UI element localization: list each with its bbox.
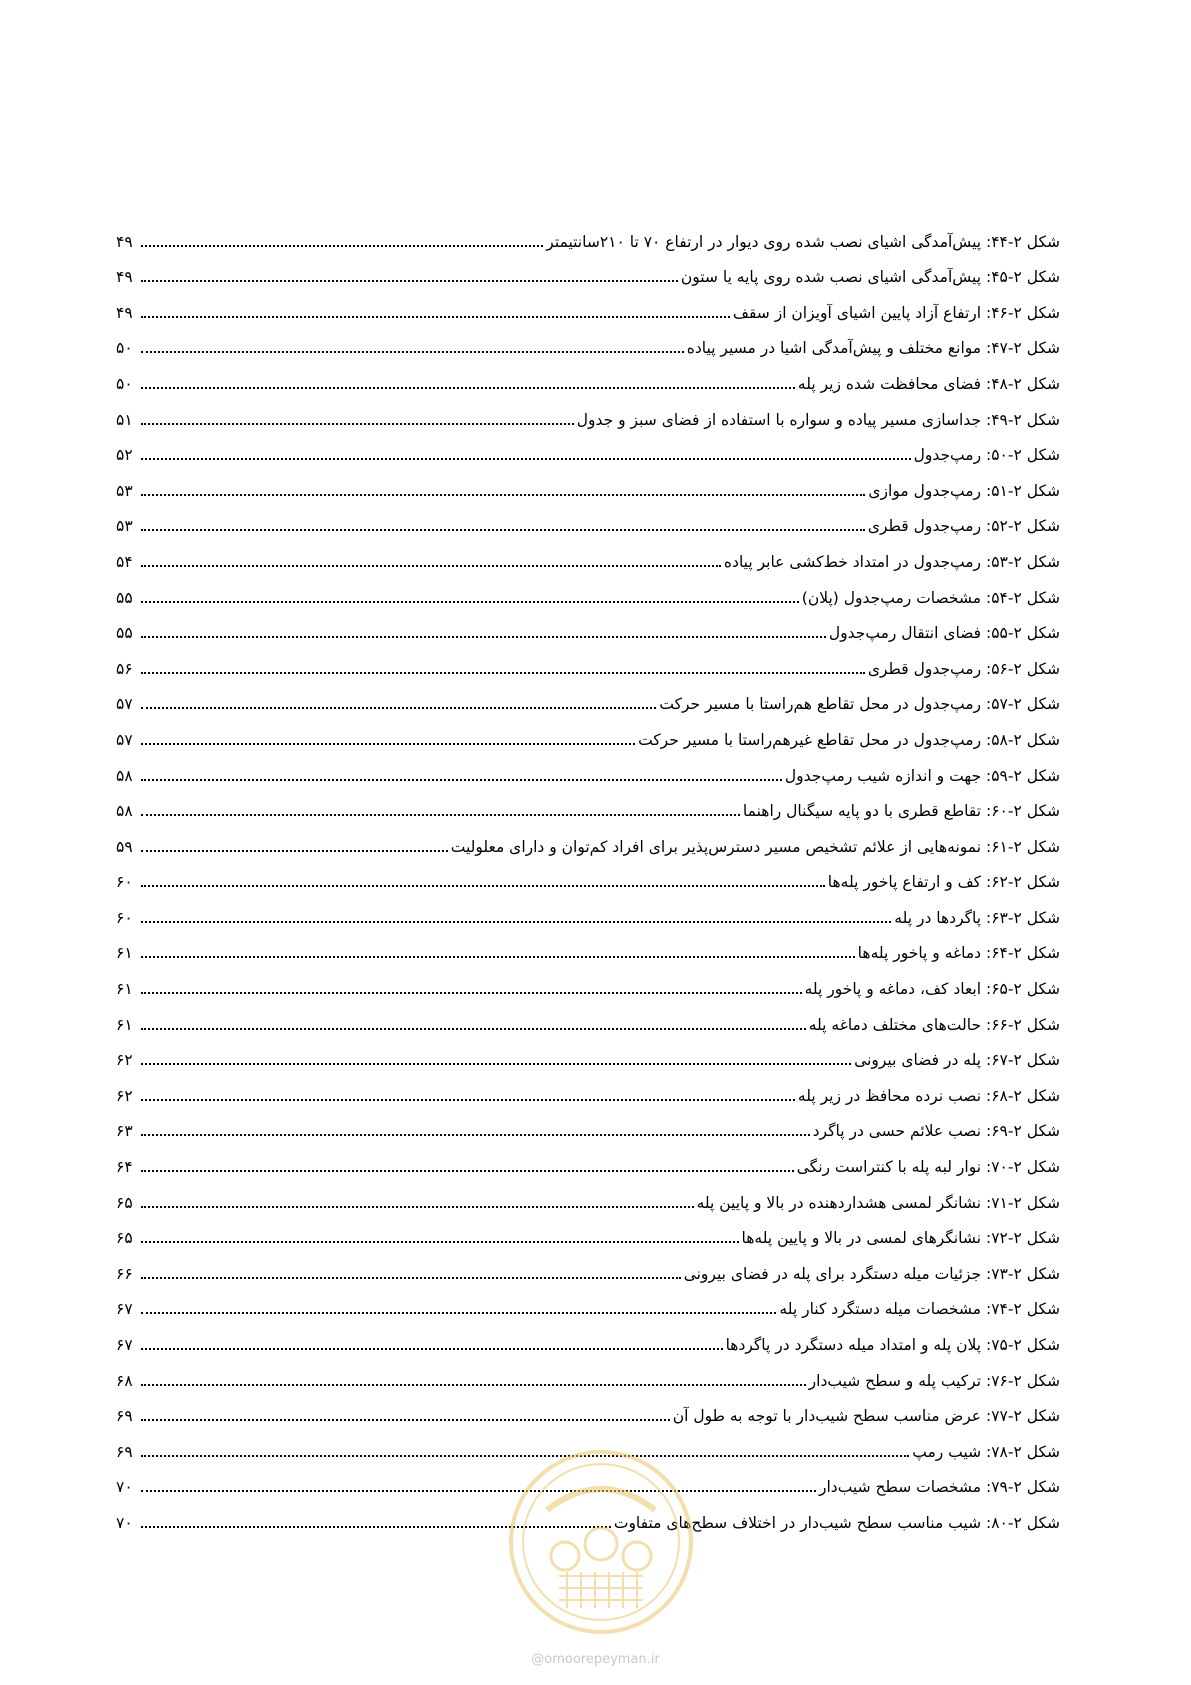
dot-leader [141,1311,776,1314]
toc-entry-title: شکل ۲-۵۹: جهت و اندازه شیب رمپ‌جدول [784,766,1060,785]
toc-entry[interactable] [116,999,1060,1035]
toc-entry-title: شکل ۲-۷۳: جزئیات میله دستگرد برای پله در فضای بیرونی [683,1264,1060,1283]
toc-entry-title: شکل ۲-۶۶: حالت‌های مختلف دماغه پله [808,1015,1060,1034]
toc-entry-title: شکل ۲-۶۵: ابعاد کف، دماغه و پاخور پله [804,980,1060,999]
toc-entry-page-number: ۶۷ [116,1336,133,1354]
dot-leader [141,279,678,282]
watermark-url: @omoorepeyman.ir [531,1652,660,1667]
toc-entry-page-number: ۵۶ [116,659,133,678]
toc-entry[interactable] [116,821,1060,857]
watermark-outer-ring [511,1452,691,1632]
toc-entry-page-number: ۵۲ [116,446,133,465]
toc-entry-page-number: ۵۷ [116,730,133,749]
dot-leader [141,742,635,745]
toc-entry-page-number: ۶۰ [116,908,133,927]
toc-entry-title: شکل ۲-۴۶: ارتفاع آزاد پایین اشیای آویزان از سقف [732,303,1060,322]
dot-leader [141,1027,806,1030]
toc-entry-page-number: ۵۵ [116,588,133,607]
dot-leader [141,528,865,531]
toc-entry[interactable] [116,643,1060,679]
dot-leader [141,386,795,389]
dot-leader [141,564,721,567]
toc-entry-page-number: ۶۸ [116,1371,133,1390]
toc-entry-page-number: ۶۶ [116,1264,133,1283]
toc-entry-page-number: ۵۸ [116,766,133,785]
toc-entry-title: شکل ۲-۵۲: رمپ‌جدول قطری [867,517,1060,536]
dot-leader [141,1205,694,1208]
toc-entry[interactable] [116,394,1060,430]
toc-entry-title: شکل ۲-۵۵: فضای انتقال رمپ‌جدول [828,624,1060,643]
toc-entry-page-number: ۶۲ [116,1051,133,1070]
house-icon [623,1542,651,1570]
toc-entry-title: شکل ۲-۵۱: رمپ‌جدول موازی [868,481,1060,500]
dot-leader [141,244,543,247]
toc-entry[interactable] [116,714,1060,750]
dot-leader [141,920,891,923]
toc-entry[interactable] [116,358,1060,394]
toc-entry-title: شکل ۲-۵۴: مشخصات رمپ‌جدول (پلان) [801,588,1060,607]
toc-entry-title: شکل ۲-۵۷: رمپ‌جدول در محل تقاطع هم‌راستا با مسیر حرکت [659,695,1060,714]
dot-leader [141,1062,851,1065]
toc-entry[interactable] [116,928,1060,964]
toc-entry-title: شکل ۲-۵۸: رمپ‌جدول در محل تقاطع غیرهم‌راستا با مسیر حرکت [638,730,1060,749]
dot-leader [141,706,656,709]
toc-entry[interactable] [116,1213,1060,1249]
grid-icon [559,1572,643,1608]
toc-entry[interactable] [116,252,1060,288]
toc-entry-page-number: ۴۹ [116,232,133,251]
toc-entry[interactable] [116,1106,1060,1142]
toc-entry-title: شکل ۲-۷۶: ترکیب پله و سطح شیب‌دار [808,1371,1060,1390]
toc-entry-page-number: ۶۹ [116,1407,133,1426]
dot-leader [141,1098,795,1101]
dot-leader [141,1489,816,1492]
dot-leader [141,493,865,496]
toc-entry[interactable] [116,572,1060,608]
dot-leader [141,671,865,674]
toc-entry[interactable] [116,216,1060,252]
dot-leader [141,1347,723,1350]
dot-leader [141,315,730,318]
toc-entry-page-number: ۵۰ [116,374,133,393]
toc-entry-page-number: ۶۳ [116,1122,133,1141]
dot-leader [141,457,911,460]
toc-entry-page-number: ۵۳ [116,517,133,536]
toc-entry[interactable] [116,857,1060,893]
toc-entry-title: شکل ۲-۴۵: پیش‌آمدگی اشیای نصب شده روی پایه یا ستون [680,268,1060,287]
toc-entry-page-number: ۵۳ [116,481,133,500]
toc-entry[interactable] [116,892,1060,928]
worker-icon [585,1528,617,1560]
toc-entry[interactable] [116,608,1060,644]
toc-entry-title: شکل ۲-۶۷: پله در فضای بیرونی [854,1051,1060,1070]
toc-entry-page-number: ۷۰ [116,1478,133,1497]
toc-entry[interactable] [116,1035,1060,1071]
dot-leader [141,1418,670,1421]
dot-leader [141,635,826,638]
toc-entry-page-number: ۶۹ [116,1442,133,1461]
toc-entry[interactable] [116,536,1060,572]
toc-entry-title: شکل ۲-۵۰: رمپ‌جدول [913,446,1060,465]
toc-entry-title: شکل ۲-۷۸: شیب رمپ [912,1442,1060,1461]
toc-entry-title: شکل ۲-۷۲: نشانگرهای لمسی در بالا و پایین پله‌ها [741,1229,1060,1248]
toc-entry[interactable] [116,465,1060,501]
toc-entry[interactable] [116,287,1060,323]
toc-entry[interactable] [116,750,1060,786]
dot-leader [141,1169,794,1172]
dot-leader [141,778,782,781]
toc-entry[interactable] [116,1355,1060,1391]
toc-entry-title: شکل ۲-۴۸: فضای محافظت شده زیر پله [797,374,1060,393]
toc-entry-page-number: ۴۹ [116,303,133,322]
toc-entry-page-number: ۶۱ [116,980,133,999]
toc-entry-title: شکل ۲-۵۳: رمپ‌جدول در امتداد خط‌کشی عابر پیاده [723,552,1060,571]
toc-entry-page-number: ۵۱ [116,410,133,429]
list-of-figures [116,216,1060,1533]
toc-entry-title: شکل ۲-۶۳: پاگردها در پله [894,908,1060,927]
dot-leader [141,1240,739,1243]
scales-icon [551,1542,579,1570]
toc-entry[interactable] [116,323,1060,359]
toc-entry-page-number: ۶۷ [116,1300,133,1319]
toc-entry[interactable] [116,679,1060,715]
dot-leader [141,955,855,958]
toc-entry-title: شکل ۲-۷۴: مشخصات میله دستگرد کنار پله [779,1300,1060,1319]
toc-entry-page-number: ۵۷ [116,695,133,714]
toc-entry-page-number: ۵۸ [116,802,133,821]
dot-leader [141,422,574,425]
toc-entry[interactable] [116,1284,1060,1320]
toc-entry-page-number: ۶۰ [116,873,133,892]
dot-leader [141,991,802,994]
toc-entry-page-number: ۶۱ [116,944,133,963]
toc-entry-page-number: ۵۵ [116,624,133,643]
toc-entry-title: شکل ۲-۶۲: کف و ارتفاع پاخور پله‌ها [827,873,1060,892]
toc-entry[interactable] [116,1070,1060,1106]
toc-entry[interactable] [116,1248,1060,1284]
toc-entry[interactable] [116,430,1060,466]
toc-entry-page-number: ۶۵ [116,1193,133,1212]
dot-leader [141,849,448,852]
toc-entry-page-number: ۷۰ [116,1513,133,1532]
watermark-logo [507,1448,695,1636]
toc-entry-page-number: ۵۹ [116,837,133,856]
toc-entry-page-number: ۵۴ [116,552,133,571]
toc-entry-title: شکل ۲-۶۰: تقاطع قطری با دو پایه سیگنال راهنما [742,802,1060,821]
toc-entry[interactable] [116,1319,1060,1355]
toc-entry-title: شکل ۲-۶۴: دماغه و پاخور پله‌ها [857,944,1060,963]
toc-entry[interactable] [116,1141,1060,1177]
toc-entry-page-number: ۶۵ [116,1229,133,1248]
toc-entry[interactable] [116,501,1060,537]
toc-entry-title: شکل ۲-۴۴: پیش‌آمدگی اشیای نصب شده روی دیوار در ارتفاع ۷۰ تا ۲۱۰سانتیمتر [546,232,1060,251]
toc-entry-page-number: ۶۱ [116,1015,133,1034]
toc-entry-page-number: ۶۲ [116,1086,133,1105]
toc-entry[interactable] [116,1391,1060,1427]
dot-leader [141,600,799,603]
toc-entry-title: شکل ۲-۷۹: مشخصات سطح شیب‌دار [819,1478,1060,1497]
toc-entry[interactable] [116,963,1060,999]
toc-entry-title: شکل ۲-۸۰: شیب مناسب سطح شیب‌دار در اختلاف سطح‌های متفاوت [613,1513,1060,1532]
toc-entry-title: شکل ۲-۷۷: عرض مناسب سطح شیب‌دار با توجه به طول آن [672,1407,1060,1426]
toc-entry-page-number: ۵۰ [116,339,133,358]
watermark-calligraphy [547,1489,655,1510]
toc-entry-page-number: ۶۴ [116,1158,133,1177]
toc-entry-title: شکل ۲-۷۰: نوار لبه پله با کنتراست رنگی [796,1158,1060,1177]
dot-leader [141,350,684,353]
toc-entry-title: شکل ۲-۷۵: پلان پله و امتداد میله دستگرد در پاگردها [725,1336,1060,1354]
dot-leader [141,813,740,816]
toc-entry-title: شکل ۲-۷۱: نشانگر لمسی هشداردهنده در بالا و پایین پله [696,1193,1060,1212]
toc-entry-title: شکل ۲-۴۷: موانع مختلف و پیش‌آمدگی اشیا در مسیر پیاده [686,339,1060,358]
toc-entry[interactable] [116,1177,1060,1213]
toc-entry-page-number: ۴۹ [116,268,133,287]
dot-leader [141,884,825,887]
toc-entry-title: شکل ۲-۶۱: نمونه‌هایی از علائم تشخیص مسیر دسترس‌پذیر برای افراد کم‌توان و دارای معلولیت [450,837,1060,856]
toc-entry-title: شکل ۲-۴۹: جداسازی مسیر پیاده و سواره با استفاده از فضای سبز و جدول [576,410,1060,429]
toc-entry-title: شکل ۲-۶۹: نصب علائم حسی در پاگرد [812,1122,1060,1141]
toc-entry-title: شکل ۲-۶۸: نصب نرده محافظ در زیر پله [797,1086,1060,1105]
dot-leader [141,1133,810,1136]
toc-entry[interactable] [116,786,1060,822]
toc-entry-title: شکل ۲-۵۶: رمپ‌جدول قطری [867,659,1060,678]
dot-leader [141,1383,806,1386]
dot-leader [141,1276,681,1279]
